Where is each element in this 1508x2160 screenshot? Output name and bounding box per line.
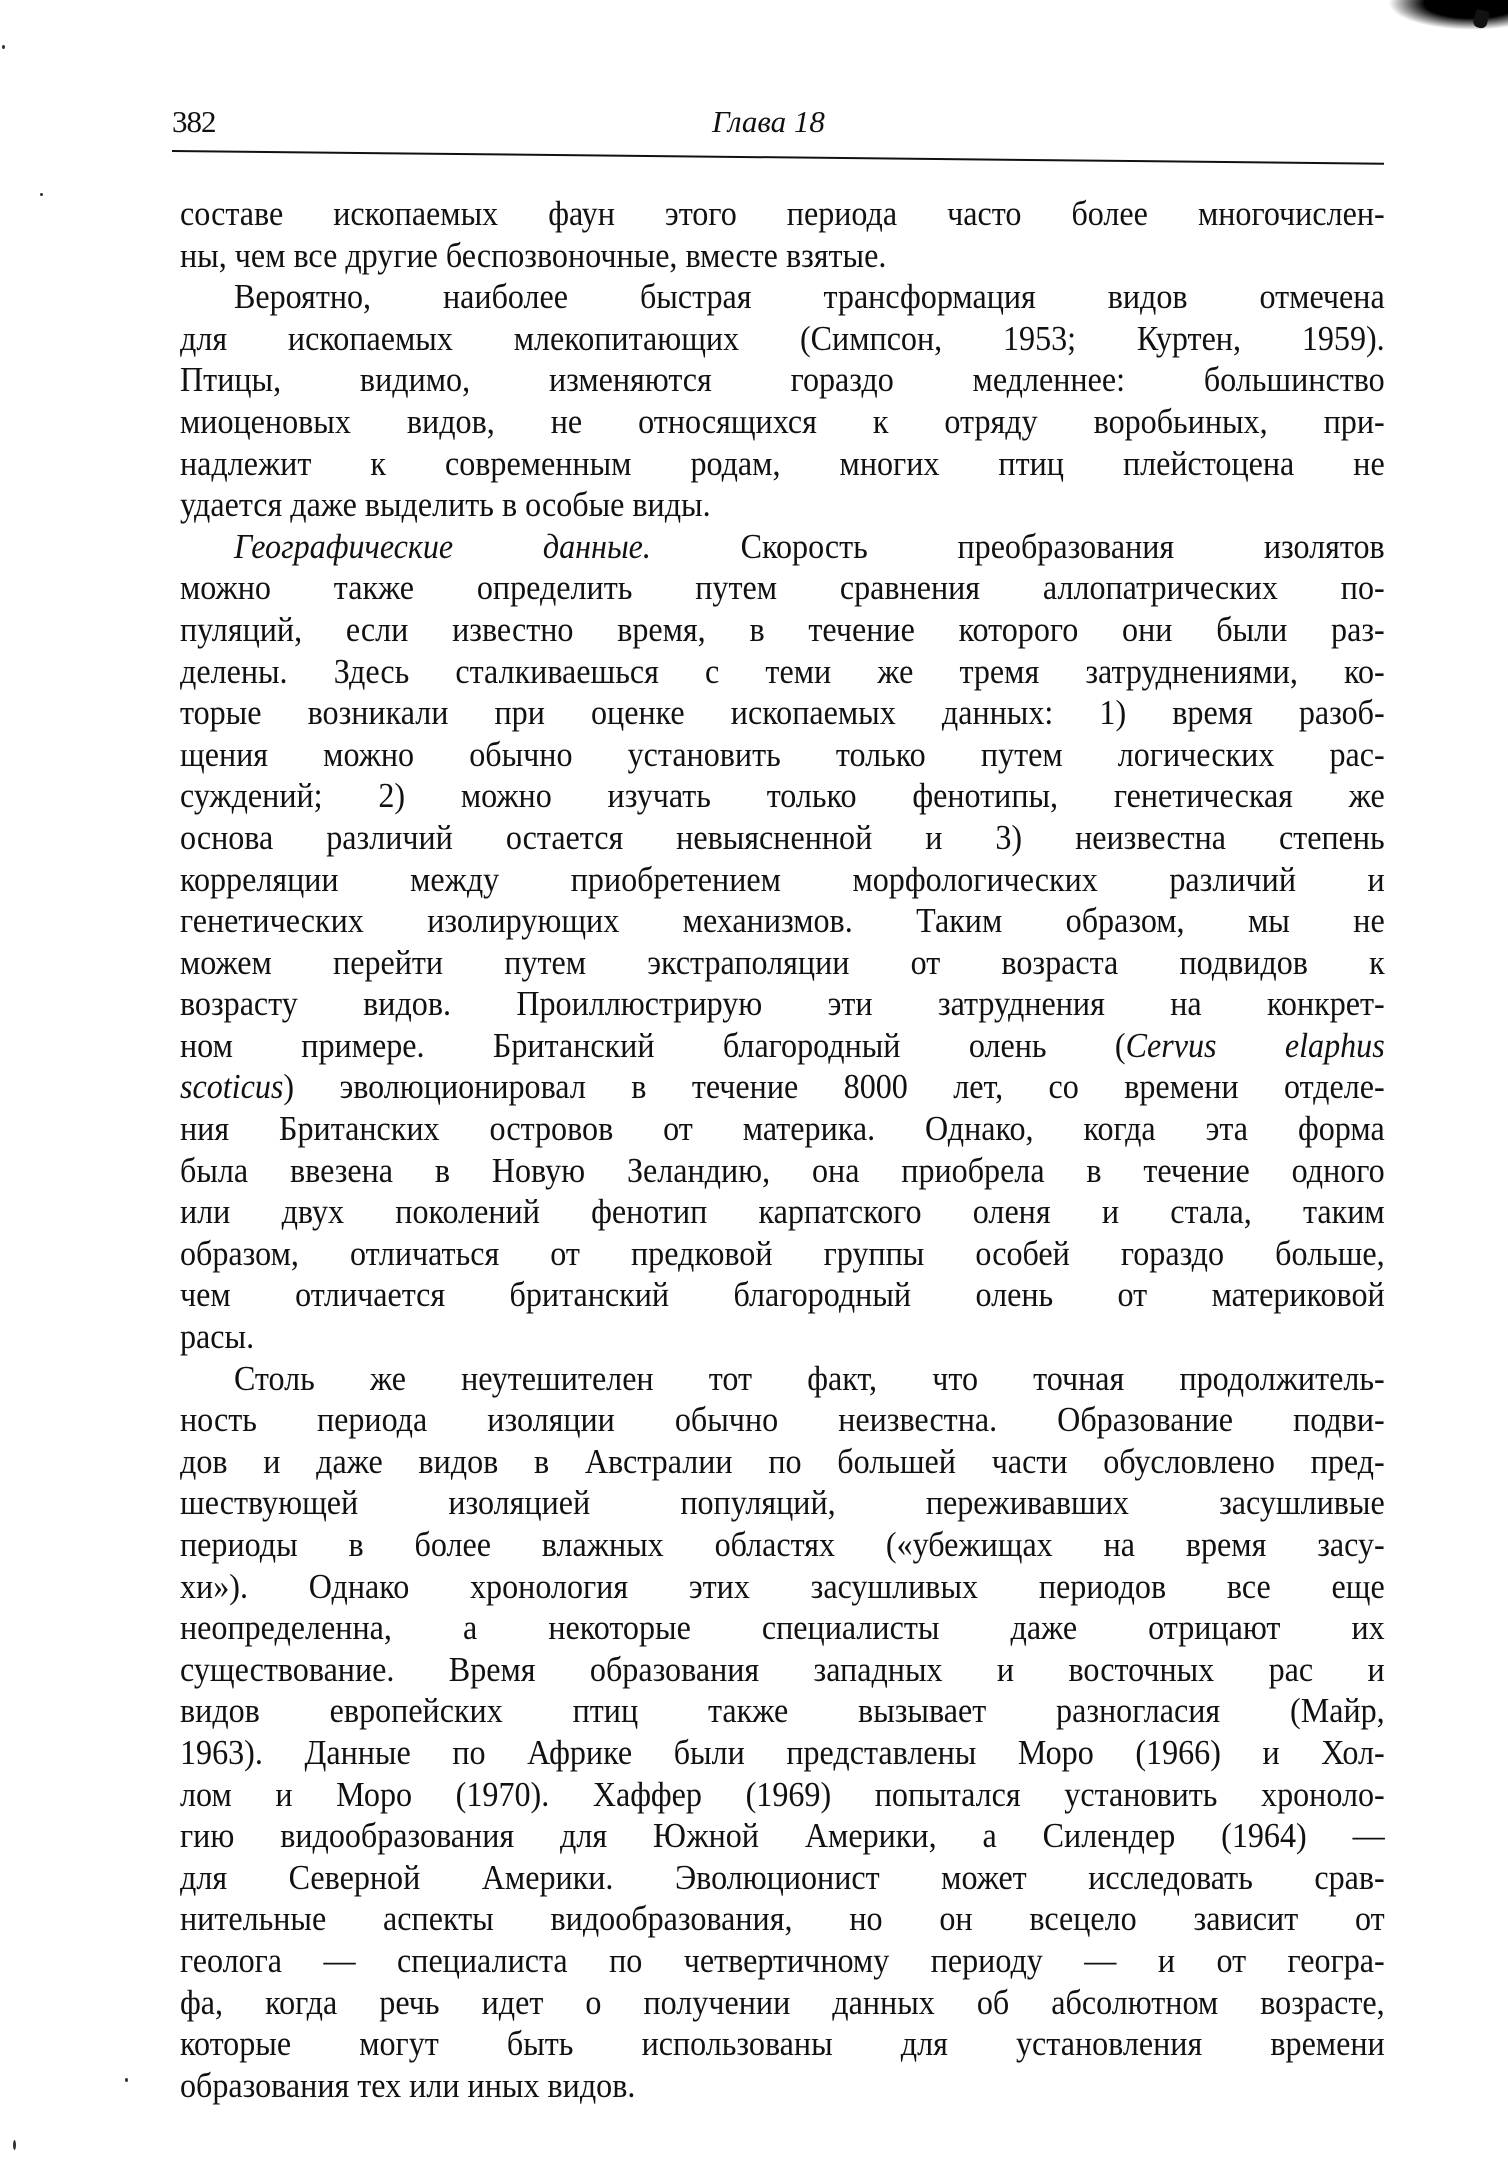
text-line: надлежит к современным родам, многих птиц плейстоцена не bbox=[180, 444, 1385, 483]
scan-speck bbox=[13, 2140, 16, 2150]
scan-speck bbox=[40, 193, 43, 196]
latin-species-name: scoticus bbox=[180, 1068, 284, 1107]
text-line: ния Британских островов от материка. Однако, когда эта форма bbox=[180, 1110, 1385, 1149]
text-line: корреляции между приобретением морфологических различий и bbox=[180, 860, 1385, 899]
text-line: пуляций, если известно время, в течение которого они были раз- bbox=[180, 610, 1385, 649]
section-run-in-heading: Географические данные. bbox=[233, 527, 651, 566]
text-line: миоценовых видов, не относящихся к отряду воробьиных, при- bbox=[180, 402, 1385, 441]
text-line: возрасту видов. Проиллюстрирую эти затруднения на конкрет- bbox=[180, 985, 1385, 1024]
scan-smudge bbox=[1388, 0, 1508, 30]
paragraph-start-line: Столь же неутешителен тот факт, что точная продолжитель- bbox=[233, 1359, 1385, 1398]
text-line: периоды в более влажных областях («убежищах на время засу- bbox=[180, 1526, 1385, 1564]
text-line: хи»). Однако хронология этих засушливых периодов все еще bbox=[180, 1567, 1385, 1606]
text-line: ном примере. Британский благородный олень (Cervus elaphus bbox=[180, 1026, 1385, 1065]
paragraph-start-line: Географические данные. Скорость преобразования изолятов bbox=[233, 527, 1385, 566]
header-rule bbox=[172, 150, 1384, 165]
text-line: геолога — специалиста по четвертичному периоду — и от геогра- bbox=[180, 1941, 1385, 1980]
text-line: существование. Время образования западных и восточных рас и bbox=[180, 1650, 1385, 1689]
latin-species-name: Cervus elaphus bbox=[1125, 1026, 1385, 1065]
text-line: для Северной Америки. Эволюционист может исследовать срав- bbox=[180, 1858, 1385, 1897]
paragraph-start-line: Вероятно, наиболее быстрая трансформация видов отмечена bbox=[233, 278, 1385, 317]
text-line: фа, когда речь идет о получении данных об абсолютном возрасте, bbox=[180, 1983, 1385, 2022]
scan-speck bbox=[2, 45, 5, 49]
text-line: образования тех или иных видов. bbox=[180, 2066, 636, 2105]
body-text bbox=[180, 194, 1385, 2107]
text-line: можем перейти путем экстраполяции от возраста подвидов к bbox=[180, 943, 1385, 982]
running-head: Глава 18 bbox=[712, 104, 825, 139]
text-line: составе ископаемых фаун этого периода часто более многочислен- bbox=[180, 195, 1385, 233]
text-line: нительные аспекты видообразования, но он всецело зависит от bbox=[180, 1900, 1385, 1939]
text-line: удается даже выделить в особые виды. bbox=[180, 486, 711, 525]
text-line: расы. bbox=[180, 1318, 255, 1357]
page-header bbox=[172, 104, 1384, 144]
text-line: делены. Здесь сталкиваешься с теми же тремя затруднениями, ко- bbox=[180, 652, 1385, 691]
text-line: суждений; 2) можно изучать только фенотипы, генетическая же bbox=[180, 777, 1385, 816]
scan-speck bbox=[125, 2078, 128, 2082]
text-line: которые могут быть использованы для установления времени bbox=[180, 2025, 1385, 2064]
text-line: Птицы, видимо, изменяются гораздо медленнее: большинство bbox=[180, 361, 1385, 400]
text-line: была ввезена в Новую Зеландию, она приобрела в течение одного bbox=[180, 1151, 1385, 1190]
text-line: 1963). Данные по Африке были представлены Моро (1966) и Хол- bbox=[180, 1733, 1385, 1772]
text-line: для ископаемых млекопитающих (Симпсон, 1953; Куртен, 1959). bbox=[180, 319, 1385, 358]
text-line: образом, отличаться от предковой группы особей гораздо больше, bbox=[180, 1234, 1385, 1273]
text-line: торые возникали при оценке ископаемых данных: 1) время разоб- bbox=[180, 694, 1385, 733]
text-line: чем отличается британский благородный олень от материковой bbox=[180, 1276, 1385, 1315]
text-line: видов европейских птиц также вызывает разногласия (Майр, bbox=[180, 1692, 1385, 1731]
text-line: гию видообразования для Южной Америки, а Силендер (1964) — bbox=[180, 1817, 1385, 1856]
text-line: лом и Моро (1970). Хаффер (1969) попытался установить хроноло- bbox=[180, 1775, 1385, 1814]
text-line: основа различий остается невыясненной и 3) неизвестна степень bbox=[180, 818, 1385, 857]
text-line: ность периода изоляции обычно неизвестна. Образование подви- bbox=[180, 1401, 1385, 1440]
text-line: можно также определить путем сравнения аллопатрических по- bbox=[180, 569, 1385, 608]
text-line: scoticus) эволюционировал в течение 8000 лет, со времени отделе- bbox=[180, 1068, 1385, 1107]
text-line: неопределенна, а некоторые специалисты даже отрицают их bbox=[180, 1609, 1385, 1648]
text-line: шествующей изоляцией популяций, переживавших засушливые bbox=[180, 1484, 1385, 1523]
text-line: или двух поколений фенотип карпатского оленя и стала, таким bbox=[180, 1193, 1385, 1232]
text-line: дов и даже видов в Австралии по большей части обусловлено пред- bbox=[180, 1442, 1385, 1481]
text-line: щения можно обычно установить только путем логических рас- bbox=[180, 735, 1385, 774]
text-line: ны, чем все другие беспозвоночные, вместе взятые. bbox=[180, 236, 887, 275]
text-line: генетических изолирующих механизмов. Таким образом, мы не bbox=[180, 902, 1385, 941]
page-number: 382 bbox=[172, 104, 216, 139]
